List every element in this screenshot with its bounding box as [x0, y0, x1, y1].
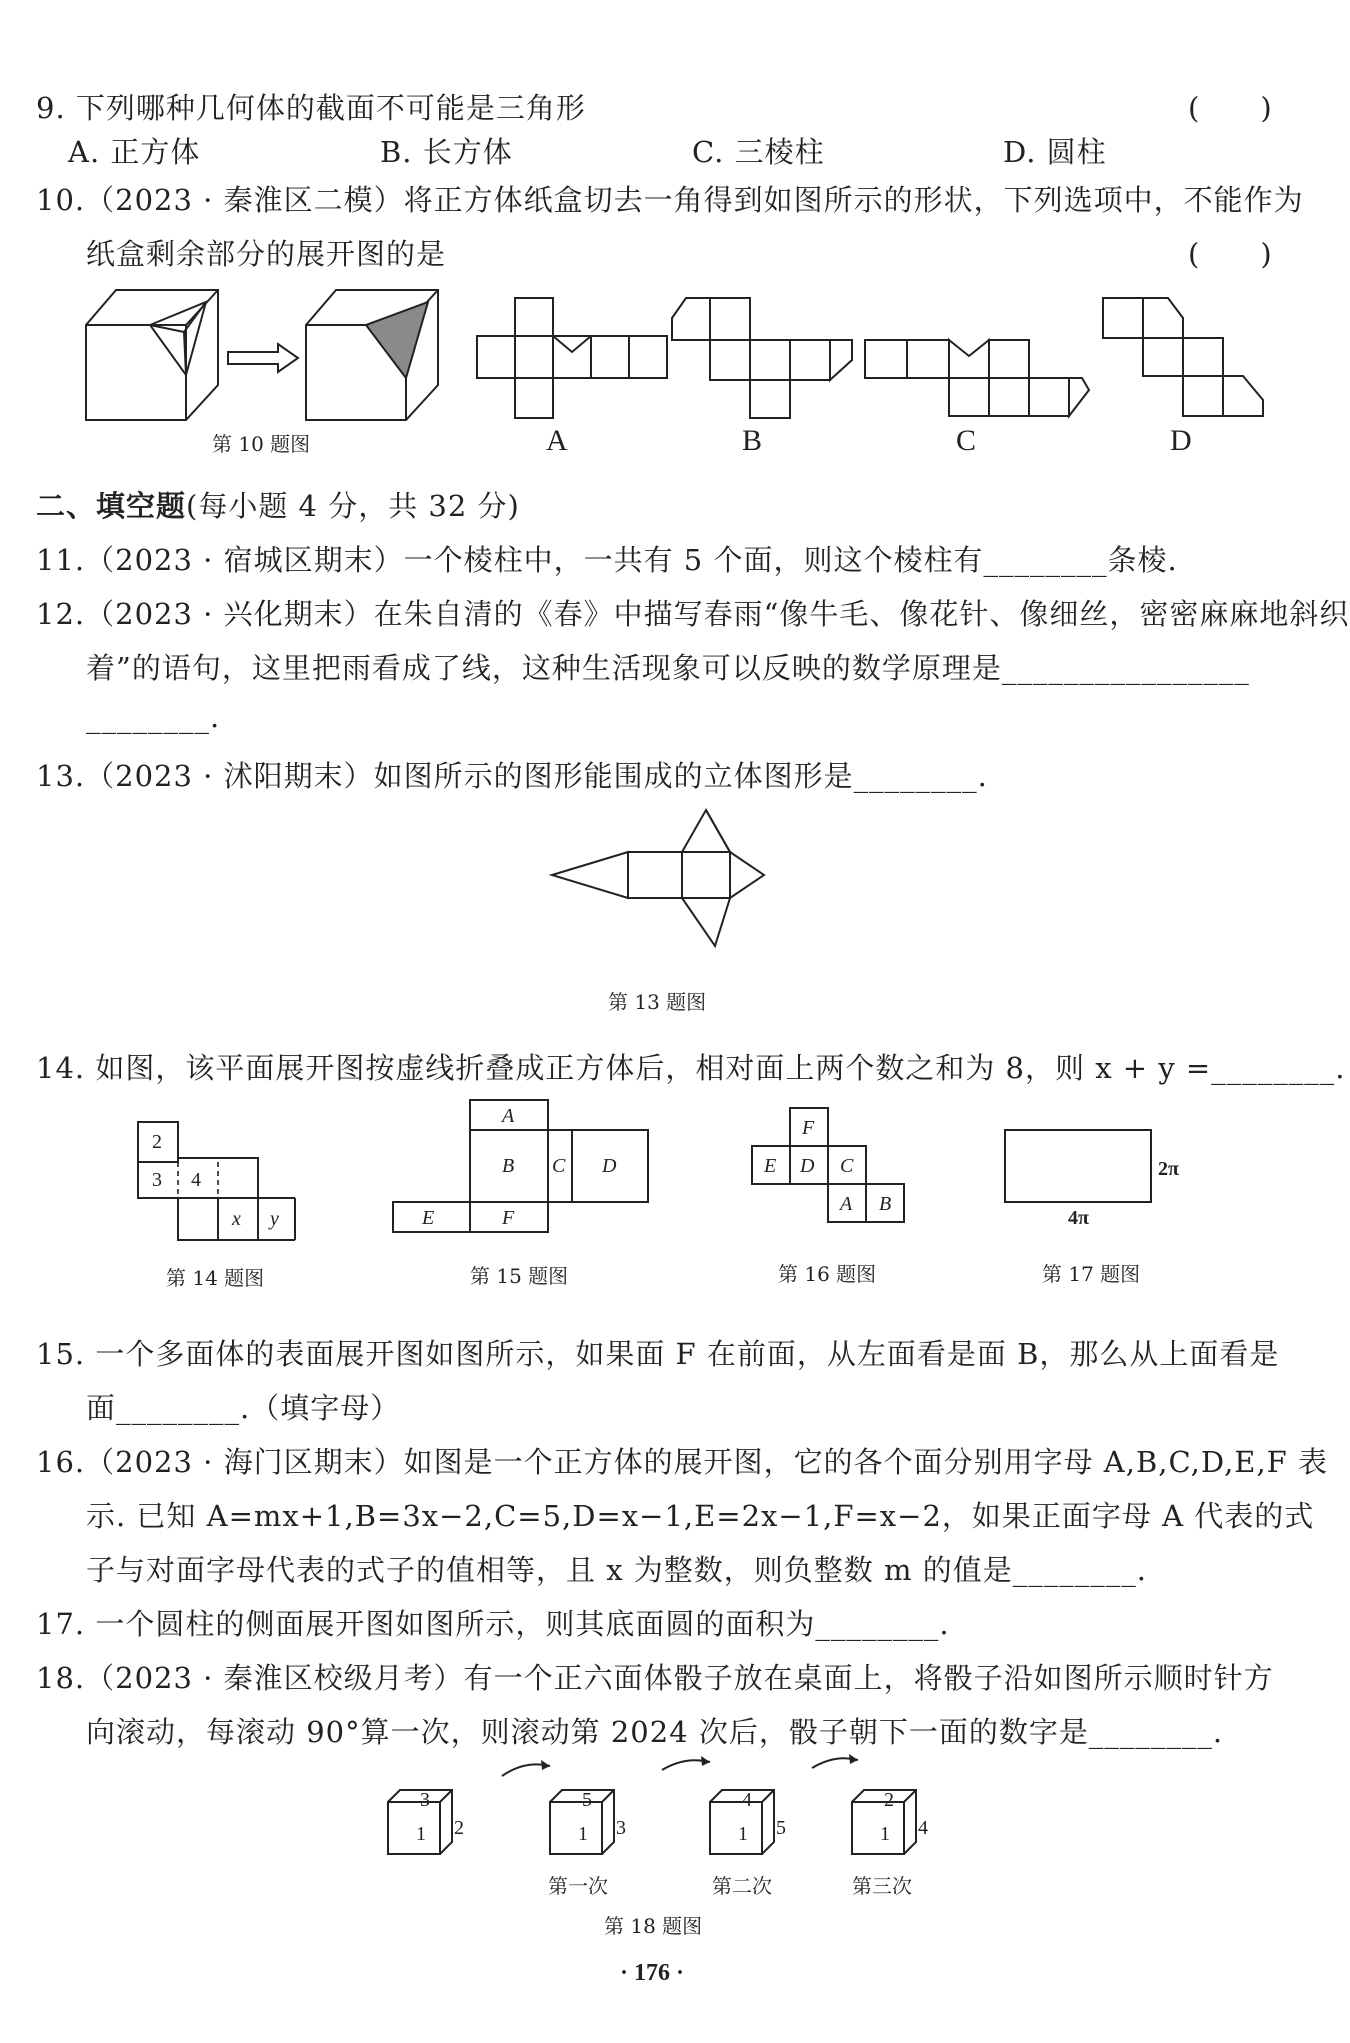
- q18-line2: 向滚动，每滚动 90°算一次，则滚动第 2024 次后，骰子朝下一面的数字是________.: [86, 1715, 1224, 1749]
- fig16-cell-c: C: [840, 1155, 854, 1177]
- fig18-caption: 第 18 题图: [604, 1914, 703, 1938]
- fig10-label-d: D: [1170, 424, 1192, 457]
- fig10-option-b-net: [672, 298, 852, 418]
- q16-line2: 示. 已知 A=mx+1,B=3x−2,C=5,D=x−1,E=2x−1,F=x−2，如果正面字母 A 代表的式: [86, 1499, 1315, 1533]
- q17-text: 17. 一个圆柱的侧面展开图如图所示，则其底面圆的面积为________.: [36, 1607, 950, 1641]
- q9-option-c: C. 三棱柱: [692, 135, 825, 169]
- q9-option-a: A. 正方体: [68, 135, 201, 169]
- fig10-arrow: [228, 344, 298, 372]
- fig15-cell-f: F: [502, 1207, 515, 1229]
- die0-front: 1: [416, 1823, 426, 1845]
- fig18-arrowheads: [541, 1754, 858, 1770]
- die1-top: 5: [582, 1789, 592, 1811]
- q9-text: 9. 下列哪种几何体的截面不可能是三角形: [36, 91, 586, 125]
- q12-line2: 着”的语句，这里把雨看成了线，这种生活现象可以反映的数学原理是________________: [86, 651, 1250, 685]
- q10-line2: 纸盒剩余部分的展开图的是: [86, 237, 447, 271]
- q16-line3: 子与对面字母代表的式子的值相等，且 x 为整数，则负整数 m 的值是________.: [86, 1553, 1147, 1587]
- fig18-dice: [388, 1758, 916, 1854]
- section2-title: 二、填空题: [36, 489, 187, 523]
- q16-line1: 16.（2023 · 海门区期末）如图是一个正方体的展开图，它的各个面分别用字母 A,B,C,D,E,F 表: [36, 1445, 1329, 1479]
- die1-label: 第一次: [548, 1874, 608, 1898]
- fig15-cell-d: D: [602, 1155, 617, 1177]
- die2-top: 4: [742, 1789, 752, 1811]
- die0-right: 2: [454, 1817, 464, 1839]
- q9-answer-paren: ( ): [1188, 91, 1273, 125]
- fig14-cell-2: 2: [152, 1131, 162, 1153]
- die2-right: 5: [776, 1817, 786, 1839]
- fig15-cell-e: E: [422, 1207, 435, 1229]
- q12-line1: 12.（2023 · 兴化期末）在朱自清的《春》中描写春雨“像牛毛、像花针、像细丝，密密麻麻地斜织: [36, 597, 1350, 631]
- fig17-height-label: 2π: [1158, 1158, 1179, 1180]
- fig10-option-a-net: [477, 298, 667, 418]
- fig15-cell-b: B: [502, 1155, 515, 1177]
- fig13-caption: 第 13 题图: [608, 990, 707, 1014]
- fig17-width-label: 4π: [1068, 1207, 1089, 1229]
- fig10-option-d-net: [1103, 298, 1263, 416]
- q12-line3: ________.: [86, 700, 221, 734]
- fig14-cell-4: 4: [191, 1169, 201, 1191]
- q15-line1: 15. 一个多面体的表面展开图如图所示，如果面 F 在前面，从左面看是面 B，那么从上面看是: [36, 1337, 1280, 1371]
- fig10-cube-result: [306, 290, 438, 420]
- fig15-cell-c: C: [552, 1155, 566, 1177]
- fig14-cell-3: 3: [152, 1169, 162, 1191]
- die0-top: 3: [420, 1789, 430, 1811]
- fig17-rectangle: [1005, 1130, 1151, 1202]
- fig14-caption: 第 14 题图: [166, 1266, 265, 1290]
- die2-label: 第二次: [712, 1874, 772, 1898]
- fig10-caption: 第 10 题图: [212, 432, 311, 456]
- fig10-option-c-net: [865, 340, 1089, 416]
- fig16-cell-b: B: [879, 1193, 892, 1215]
- fig16-cell-d: D: [800, 1155, 815, 1177]
- fig17-caption: 第 17 题图: [1042, 1262, 1141, 1286]
- fig13-net: [552, 810, 764, 946]
- q15-line2: 面________.（填字母）: [86, 1391, 401, 1425]
- die2-front: 1: [738, 1823, 748, 1845]
- page-number: · 176 ·: [620, 1960, 685, 1986]
- die3-right: 4: [918, 1817, 928, 1839]
- section2-note: (每小题 4 分，共 32 分): [186, 489, 520, 523]
- fig14-cell-y: y: [270, 1208, 279, 1230]
- fig10-label-c: C: [956, 424, 977, 457]
- die1-front: 1: [578, 1823, 588, 1845]
- fig16-cell-a: A: [840, 1193, 853, 1215]
- q11-text: 11.（2023 · 宿城区期末）一个棱柱中，一共有 5 个面，则这个棱柱有________条棱.: [36, 543, 1178, 577]
- die3-top: 2: [884, 1789, 894, 1811]
- die3-front: 1: [880, 1823, 890, 1845]
- section2-heading: [36, 484, 520, 525]
- fig15-cell-a: A: [502, 1105, 515, 1127]
- fig10-label-b: B: [742, 424, 763, 457]
- die3-label: 第三次: [852, 1874, 912, 1898]
- q18-line1: 18.（2023 · 秦淮区校级月考）有一个正六面体骰子放在桌面上，将骰子沿如图所示顺时针方: [36, 1661, 1274, 1695]
- fig16-cell-f: F: [802, 1117, 815, 1139]
- fig10-label-a: A: [546, 424, 568, 457]
- q10-answer-paren: ( ): [1188, 237, 1273, 271]
- fig16-caption: 第 16 题图: [778, 1262, 877, 1286]
- q9-option-d: D. 圆柱: [1003, 135, 1107, 169]
- fig14-cell-x: x: [232, 1208, 241, 1230]
- q9-option-b: B. 长方体: [380, 135, 513, 169]
- fig15-caption: 第 15 题图: [470, 1264, 569, 1288]
- q13-text: 13.（2023 · 沭阳期末）如图所示的图形能围成的立体图形是________.: [36, 759, 988, 793]
- q14-text: 14. 如图，该平面展开图按虚线折叠成正方体后，相对面上两个数之和为 8，则 x + y =________.: [36, 1051, 1346, 1085]
- die1-right: 3: [616, 1817, 626, 1839]
- fig16-cell-e: E: [764, 1155, 777, 1177]
- q10-line1: 10.（2023 · 秦淮区二模）将正方体纸盒切去一角得到如图所示的形状，下列选项中，不能作为: [36, 183, 1304, 217]
- fig10-cube-cut: [86, 290, 218, 420]
